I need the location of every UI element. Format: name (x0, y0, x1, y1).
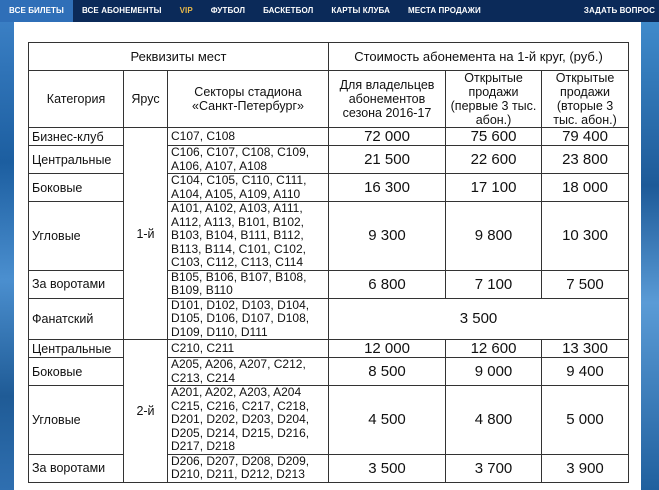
nav-all-tickets[interactable]: ВСЕ БИЛЕТЫ (0, 0, 73, 22)
price-open2-cell: 5 000 (542, 386, 629, 455)
price-owners-cell: 21 500 (329, 146, 446, 174)
price-owners-cell: 12 000 (329, 340, 446, 358)
nav-basketball[interactable]: БАСКЕТБОЛ (263, 6, 314, 15)
price-open2-cell: 79 400 (542, 128, 629, 146)
sectors-cell: D206, D207, D208, D209, D210, D211, D212, D213 (168, 454, 329, 482)
price-open1-cell: 22 600 (446, 146, 542, 174)
category-cell: Боковые (29, 174, 124, 202)
sectors-cell: A101, A102, A103, A111, A112, A113, B101, B102, B103, B104, B111, B112, B113, B114, C101, C102, C103, C112, C113, C114 (168, 202, 329, 271)
nav-vip[interactable]: VIP (179, 6, 193, 15)
price-open2-cell: 23 800 (542, 146, 629, 174)
table-row (29, 270, 629, 298)
nav-all-season-tickets[interactable]: ВСЕ АБОНЕМЕНТЫ (81, 6, 162, 15)
sectors-cell: C210, C211 (168, 340, 329, 358)
header-tier: Ярус (124, 71, 168, 128)
sectors-cell: B105, B106, B107, B108, B109, B110 (168, 270, 329, 298)
sectors-cell: A201, A202, A203, A204 C215, C216, C217, C218, D201, D202, D203, D204, D205, D214, D215, D216, D217, D218 (168, 386, 329, 455)
table-subheader-row (29, 71, 629, 128)
nav-club-cards[interactable]: КАРТЫ КЛУБА (331, 6, 390, 15)
price-open1-cell: 17 100 (446, 174, 542, 202)
nav-sales-points[interactable]: МЕСТА ПРОДАЖИ (407, 6, 481, 15)
category-cell: Центральные (29, 146, 124, 174)
price-open1-cell: 7 100 (446, 270, 542, 298)
price-open1-cell: 9 000 (446, 358, 542, 386)
table-row (29, 298, 629, 340)
table-header-row (29, 43, 629, 71)
table-row (29, 386, 629, 455)
price-owners-cell: 72 000 (329, 128, 446, 146)
price-owners-cell: 9 300 (329, 202, 446, 271)
price-open1-cell: 3 700 (446, 454, 542, 482)
price-owners-cell: 16 300 (329, 174, 446, 202)
price-open1-cell: 9 800 (446, 202, 542, 271)
price-open2-cell: 7 500 (542, 270, 629, 298)
category-cell: Боковые (29, 358, 124, 386)
category-cell: Фанатский (29, 298, 124, 340)
header-category: Категория (29, 71, 124, 128)
price-owners-cell: 3 500 (329, 454, 446, 482)
table-row (29, 340, 629, 358)
price-open2-cell: 18 000 (542, 174, 629, 202)
header-cost: Стоимость абонемента на 1-й круг, (руб.) (329, 43, 629, 71)
table-row (29, 146, 629, 174)
price-open2-cell: 9 400 (542, 358, 629, 386)
header-open-sales-first: Открытые продажи (первые 3 тыс. абон.) (446, 71, 542, 128)
table-row (29, 128, 629, 146)
table-row (29, 202, 629, 271)
header-sectors: Секторы стадиона «Санкт-Петербург» (168, 71, 329, 128)
background-strip-left (0, 22, 14, 490)
category-cell: Угловые (29, 386, 124, 455)
category-cell: За воротами (29, 454, 124, 482)
header-open-sales-second: Открытые продажи (вторые 3 тыс. абон.) (542, 71, 629, 128)
top-navigation (0, 0, 659, 22)
price-open2-cell: 10 300 (542, 202, 629, 271)
table-row (29, 174, 629, 202)
category-cell: Угловые (29, 202, 124, 271)
sectors-cell: C107, C108 (168, 128, 329, 146)
category-cell: Бизнес-клуб (29, 128, 124, 146)
price-open1-cell: 4 800 (446, 386, 542, 455)
nav-ask-question[interactable]: ЗАДАТЬ ВОПРОС (583, 6, 655, 15)
nav-football[interactable]: ФУТБОЛ (210, 6, 246, 15)
price-open2-cell: 13 300 (542, 340, 629, 358)
header-owners-price: Для владельцев абонементов сезона 2016-17 (329, 71, 446, 128)
tier-cell: 2-й (124, 340, 168, 483)
sectors-cell: D101, D102, D103, D104, D105, D106, D107, D108, D109, D110, D111 (168, 298, 329, 340)
price-open2-cell: 3 900 (542, 454, 629, 482)
price-merged-cell: 3 500 (329, 298, 629, 340)
price-owners-cell: 8 500 (329, 358, 446, 386)
background-strip-right (641, 22, 659, 490)
sectors-cell: C106, C107, C108, C109, A106, A107, A108 (168, 146, 329, 174)
table-row (29, 358, 629, 386)
sectors-cell: A205, A206, A207, C212, C213, C214 (168, 358, 329, 386)
table-row (29, 454, 629, 482)
price-open1-cell: 75 600 (446, 128, 542, 146)
tier-cell: 1-й (124, 128, 168, 340)
sectors-cell: C104, C105, C110, C111, A104, A105, A109, A110 (168, 174, 329, 202)
category-cell: За воротами (29, 270, 124, 298)
content-panel (14, 22, 641, 490)
price-owners-cell: 6 800 (329, 270, 446, 298)
price-open1-cell: 12 600 (446, 340, 542, 358)
category-cell: Центральные (29, 340, 124, 358)
price-owners-cell: 4 500 (329, 386, 446, 455)
header-requisites: Реквизиты мест (29, 43, 329, 71)
season-ticket-price-table (28, 42, 629, 483)
